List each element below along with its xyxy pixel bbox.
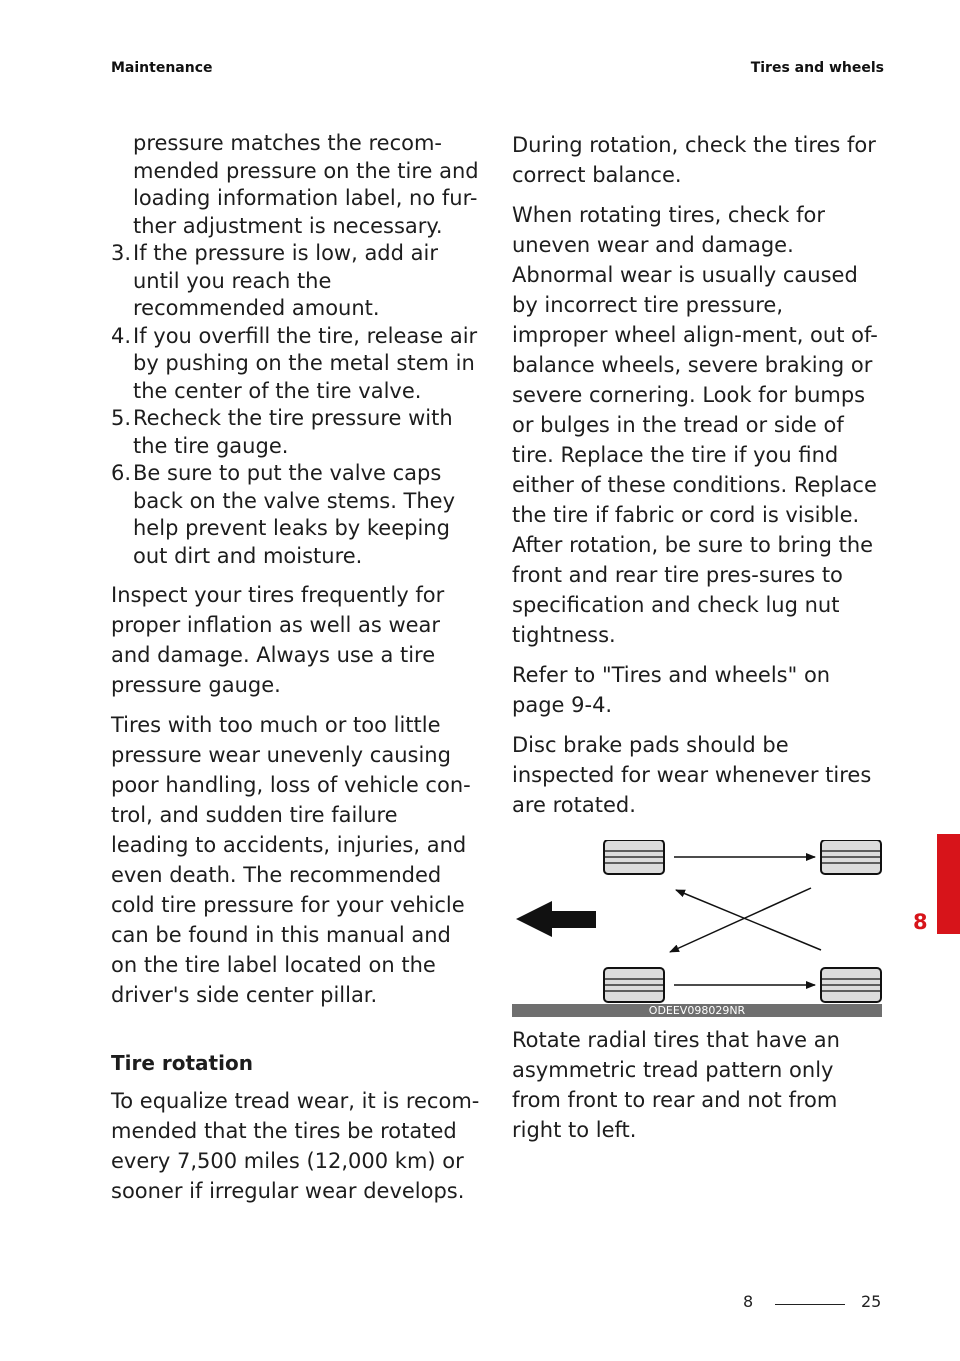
step-number: 4. <box>111 323 132 348</box>
step-number: 6. <box>111 461 132 485</box>
figure-code: ODEEV098029NR <box>512 1004 882 1017</box>
step-text: If you overfill the tire, release air by pushing on the metal stem in the center of the tire valve. <box>133 323 478 403</box>
front-left-tire-icon <box>604 840 664 874</box>
rear-left-tire-icon <box>821 840 881 874</box>
cross-rotation-arrow <box>676 890 821 950</box>
brake-pads-paragraph: Disc brake pads should be inspected for wear whenever tires are rotated. <box>512 733 872 817</box>
step-text: Be sure to put the valve caps back on the valve stems. They help prevent leaks by keeping out dirt and moisture. <box>133 461 456 568</box>
footer-divider <box>775 1304 845 1305</box>
running-header-chapter: Tires and wheels <box>750 60 884 76</box>
balance-paragraph: During rotation, check the tires for correct balance. <box>512 133 876 187</box>
reference-paragraph: Refer to "Tires and wheels" on page 9-4. <box>512 663 831 717</box>
rear-right-tire-icon <box>821 968 881 1002</box>
chapter-tab-number: 8 <box>913 910 928 934</box>
inspect-paragraph: Inspect your tires frequently for proper inflation as well as wear and damage. Always use a tire pressure gauge. <box>111 583 445 697</box>
cross-rotation-arrow <box>670 888 811 952</box>
left-column <box>111 130 481 1206</box>
section-heading: Tire rotation <box>111 1051 253 1075</box>
step-text: If the pressure is low, add air until you reach the recommended amount. <box>133 241 438 320</box>
right-column <box>512 130 884 1145</box>
list-item <box>111 240 481 323</box>
vehicle-front-arrow-icon <box>516 901 596 937</box>
chapter-tab <box>937 834 960 934</box>
rotation-interval-paragraph: To equalize tread wear, it is recom-mended that the tires be rotated every 7,500 miles (12,000 km) or sooner if irregular wear develops. <box>111 1089 480 1203</box>
running-header-section: Maintenance <box>111 60 213 76</box>
footer-page-number: 25 <box>861 1292 882 1311</box>
list-item <box>111 460 481 570</box>
list-item <box>111 323 481 406</box>
pressure-warning-paragraph: Tires with too much or too little pressure wear unevenly causing poor handling, loss of vehicle con-trol, and sudden tire failure leading to accidents, injuries, and even death. The recommended cold tire pressure for your vehicle can be found in this manual and on the tire label located on the driver's side center pillar. <box>111 713 471 1007</box>
step-continuation: pressure matches the recom-mended pressure on the tire and loading information label, no fur-ther adjustment is necessary. <box>133 131 479 238</box>
step-number: 5. <box>111 406 132 430</box>
list-item <box>111 405 481 460</box>
step-text: Recheck the tire pressure with the tire gauge. <box>133 406 453 458</box>
footer-chapter-number: 8 <box>743 1292 754 1311</box>
tire-rotation-graphic <box>512 840 882 1004</box>
steps-list <box>111 240 481 570</box>
front-right-tire-icon <box>604 968 664 1002</box>
step-number: 3. <box>111 241 132 265</box>
wear-paragraph: When rotating tires, check for uneven wear and damage. Abnormal wear is usually caused by incorrect tire pressure, improper wheel align-ment, out of-balance wheels, severe braking or severe cornering. Look for bumps or bulges in the tread or side of tire. Replace the tire if you find either of these conditions. Replace the tire if fabric or cord is visible. After rotation, be sure to bring the front and rear tire pres-sures to specification and check lug nut tightness. <box>512 203 878 647</box>
asymmetric-tread-paragraph: Rotate radial tires that have an asymmetric tread pattern only from front to rear and not from right to left. <box>512 1028 840 1142</box>
tire-rotation-diagram <box>512 840 882 1017</box>
